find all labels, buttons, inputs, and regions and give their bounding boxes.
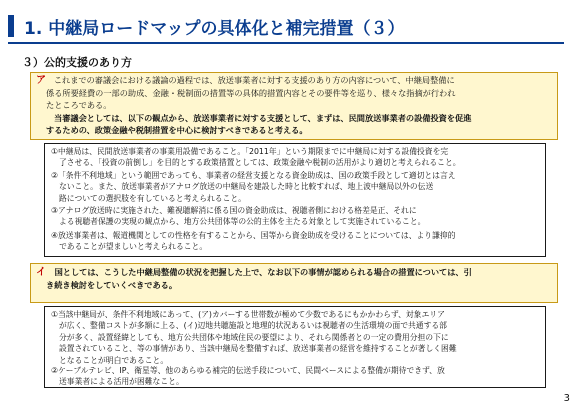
section-heading: ３）公的支援のあり方 xyxy=(22,56,132,69)
policy-box-i-text xyxy=(36,266,556,291)
box-a-line3: たところである。 xyxy=(46,100,112,111)
detail2-item1-line1: ①当該中継局が、条件不利地域にあって、(ア)カバーする世帯数が極めて少数であるにもかかわらず、対象エリア xyxy=(51,310,445,319)
details-box-2 xyxy=(44,306,546,388)
box-a-line4: 当審議会としては、以下の観点から、放送事業者に対する支援として、まずは、民間放送事業者の設備投資を促進 xyxy=(54,112,472,123)
title-underline xyxy=(8,42,564,44)
box-a-marker: ア xyxy=(36,75,46,86)
detail1-item2-line1: ②「条件不利地域」という範囲であっても、事業者の経営支援となる資金助成は、国の政策手段として適切とは言え xyxy=(51,171,456,180)
detail1-item1 xyxy=(51,146,541,169)
box-a-line5: するための、政策金融や税制措置を中心に検討すべきであると考える。 xyxy=(46,124,308,135)
detail1-item2-line3: 路についての選択肢を有していると考えられること。 xyxy=(59,193,246,203)
detail1-item4-line1: ④放送事業者は、報道機関としての性格を有することから、国等から資金助成を受けることについては、より謙抑的 xyxy=(51,231,456,240)
detail1-item4 xyxy=(51,230,541,253)
box-a-line2: 係る所要経費の一部の助成、金融・税制面の措置等の具体的措置内容とその要件等を巡り、様々な指摘が行われ xyxy=(46,88,456,99)
box-i-line1 xyxy=(36,266,556,279)
detail2-item1-line2: が広く、整備コストが多額に上る、(イ)辺地共聴施設と地理的状況あるいは視聴者の生活環境の面で共通する部 xyxy=(59,321,447,331)
detail1-item1-line1: ①中継局は、民間放送事業者の事業用設備であること。「2011年」という期限までに中継局に対する設備投資を完 xyxy=(51,147,449,156)
details-box-1 xyxy=(44,143,546,257)
detail2-item1-line4: 設置されていること、等の事情があり、当該中継局を整備すれば、放送事業者の経営を維持することが著しく困難 xyxy=(59,344,457,354)
detail2-item2-line2: 送事業者による活用が困難なこと。 xyxy=(59,377,184,387)
detail1-item1-line2: 了させる、「投資の前倒し」を目的とする政策措置としては、政策金融や税制の活用がより適切と考えられること。 xyxy=(59,158,461,168)
detail1-item2-line2: ないこと。また、放送事業者がアナログ放送の中継局を建設した時と比較すれば、地上波中継局以外の伝送 xyxy=(59,182,434,192)
policy-box-a-text xyxy=(36,74,556,136)
detail2-item2-line1: ②ケーブルテレビ、IP、衛星等、他のあらゆる補完的伝送手段について、民間ベースによる整備が期待できず、放 xyxy=(51,366,445,375)
title-accent-bar xyxy=(8,15,14,37)
detail1-item3-line2: よる視聴者保護の実現の観点から、地方公共団体等の公的主体を主たる対象として実施されていること。 xyxy=(59,217,426,227)
detail2-item2 xyxy=(51,365,541,388)
box-a-line1-text: これまでの審議会における議論の過程では、放送事業者に対する支援のあり方の内容について、中継局整備に xyxy=(53,75,455,85)
detail1-item3 xyxy=(51,205,541,228)
detail2-item1-line3: 分が多く、設置経緯としても、地方公共団体や地域住民の要望により、それら関係者との一定の費用分担の下に xyxy=(59,332,449,342)
box-i-marker: イ xyxy=(36,267,46,278)
detail1-item4-line2: であることが望ましいと考えられること。 xyxy=(59,242,208,252)
box-a-line1 xyxy=(36,74,556,87)
detail1-item2 xyxy=(51,170,541,204)
box-i-line2: き続き検討をしていくべきである。 xyxy=(46,280,178,291)
page-number: 3 xyxy=(563,393,570,404)
detail1-item3-line1: ③アナログ放送時に実施された、難視聴解消に係る国の資金助成は、視聴者側における格差是正、それに xyxy=(51,206,417,215)
box-i-line1-text: 国としては、こうした中継局整備の状況を把握した上で、なお以下の事情が認められる場合の措置については、引 xyxy=(54,267,472,277)
title-bar xyxy=(8,8,564,42)
page-title: 1. 中継局ロードマップの具体化と補完措置（３） xyxy=(24,19,405,39)
detail2-item1-line5: となることが明白であること。 xyxy=(59,355,169,365)
detail2-item1 xyxy=(51,309,541,366)
